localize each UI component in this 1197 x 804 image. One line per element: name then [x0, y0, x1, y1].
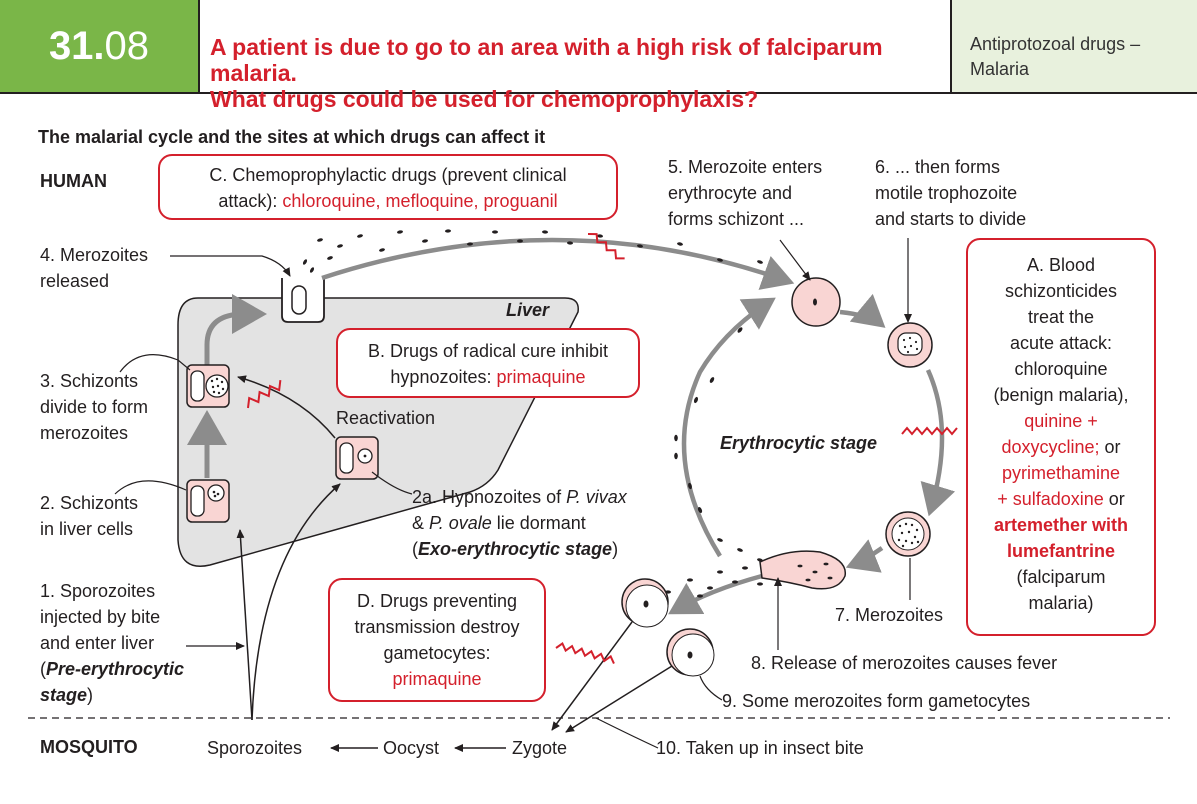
drug-box-c: C. Chemoprophylactic drugs (prevent clinical attack): chloroquine, mefloquine, proguanil [158, 154, 618, 220]
merozoite-release-cup [282, 278, 324, 322]
step7-label: 7. Merozoites [835, 605, 944, 625]
liver-label: Liver [506, 300, 550, 320]
oocyst-stage: Oocyst [383, 738, 440, 758]
step9-pointer [700, 676, 722, 700]
step9-label: 9. Some merozoites form gametocytes [722, 691, 1031, 711]
erythrocyte-trophozoite-6 [888, 323, 932, 367]
gametocyte-2 [667, 629, 714, 676]
topic-line-2: Malaria [970, 59, 1030, 79]
topic-line-1: Antiprotozoal drugs – [970, 34, 1141, 54]
step4-pointer [170, 256, 290, 276]
drug-action-d-zigzag [556, 642, 616, 663]
gametocyte-to-zygote-1 [552, 622, 632, 730]
reactivation-label: Reactivation [336, 408, 436, 428]
step4-label: 4. Merozoites released [40, 245, 149, 291]
step8-label: 8. Release of merozoites causes fever [751, 653, 1058, 673]
cycle-arrow-6-7 [928, 370, 942, 512]
drug-action-c-zigzag [588, 225, 625, 268]
question-line-1: A patient is due to go to an area with a high risk of falciparum malaria. [210, 34, 883, 86]
liver-cell-schizont-3 [187, 365, 229, 407]
rupturing-erythrocyte [760, 551, 845, 589]
erythrocyte-schizont-5 [792, 278, 840, 326]
sporozoites-stage: Sporozoites [207, 738, 303, 758]
zygote-stage: Zygote [512, 738, 568, 758]
drug-action-a-zigzag [902, 428, 957, 434]
drug-box-d: D. Drugs preventing transmission destroy gametocytes: primaquine [328, 578, 546, 702]
drug-box-b: B. Drugs of radical cure inhibit hypnozoites: primaquine [336, 328, 640, 398]
step6-label: 6. ... then forms motile trophozoite and starts to divide [875, 157, 1027, 229]
merozoite-stream-dots [302, 229, 763, 273]
cycle-arrow-7-8 [850, 548, 882, 566]
step5-label: 5. Merozoite enters erythrocyte and forms schizont ... [668, 157, 823, 229]
cycle-arrow-gametocyte [672, 576, 762, 612]
erythrocytic-stage-label: Erythrocytic stage [720, 433, 878, 453]
human-label: HUMAN [40, 171, 107, 191]
step10-label: 10. Taken up in insect bite [656, 738, 864, 758]
liver-cell-hypnozoite [336, 437, 378, 479]
step2-label: 2. Schizonts in liver cells [40, 493, 139, 539]
step10-pointer [596, 718, 658, 748]
erythrocyte-merozoites-7 [886, 512, 930, 556]
mosquito-label: MOSQUITO [40, 737, 138, 757]
sporozoite-arrow-1 [240, 530, 252, 720]
cycle-arrow-return [684, 300, 772, 556]
step5-pointer [780, 240, 810, 280]
cycle-arrow-5-6 [840, 312, 882, 325]
step2a-label: 2a. Hypnozoites of P. vivax & P. ovale lie dormant (Exo-erythrocytic stage) [412, 487, 627, 559]
question-line-2: What drugs could be used for chemoprophylaxis? [210, 86, 759, 112]
step3-label: 3. Schizonts divide to form merozoites [40, 371, 149, 443]
gametocyte-to-zygote-2 [566, 666, 672, 732]
gametocyte-1 [622, 579, 668, 627]
liver-cell-schizont-2 [187, 480, 229, 522]
diagram-title: The malarial cycle and the sites at which drugs can affect it [38, 127, 546, 147]
drug-box-a: A. Blood schizonticides treat the acute attack: chloroquine (benign malaria), quinine + doxycycline; or pyrimethamine + sulfadoxine or artemether with lumefantrine (falciparum malaria) [966, 238, 1156, 636]
step1-label: 1. Sporozoites injected by bite and enter liver (Pre-erythrocytic stage) [40, 581, 185, 705]
question-number: 31. 08 [0, 0, 200, 92]
